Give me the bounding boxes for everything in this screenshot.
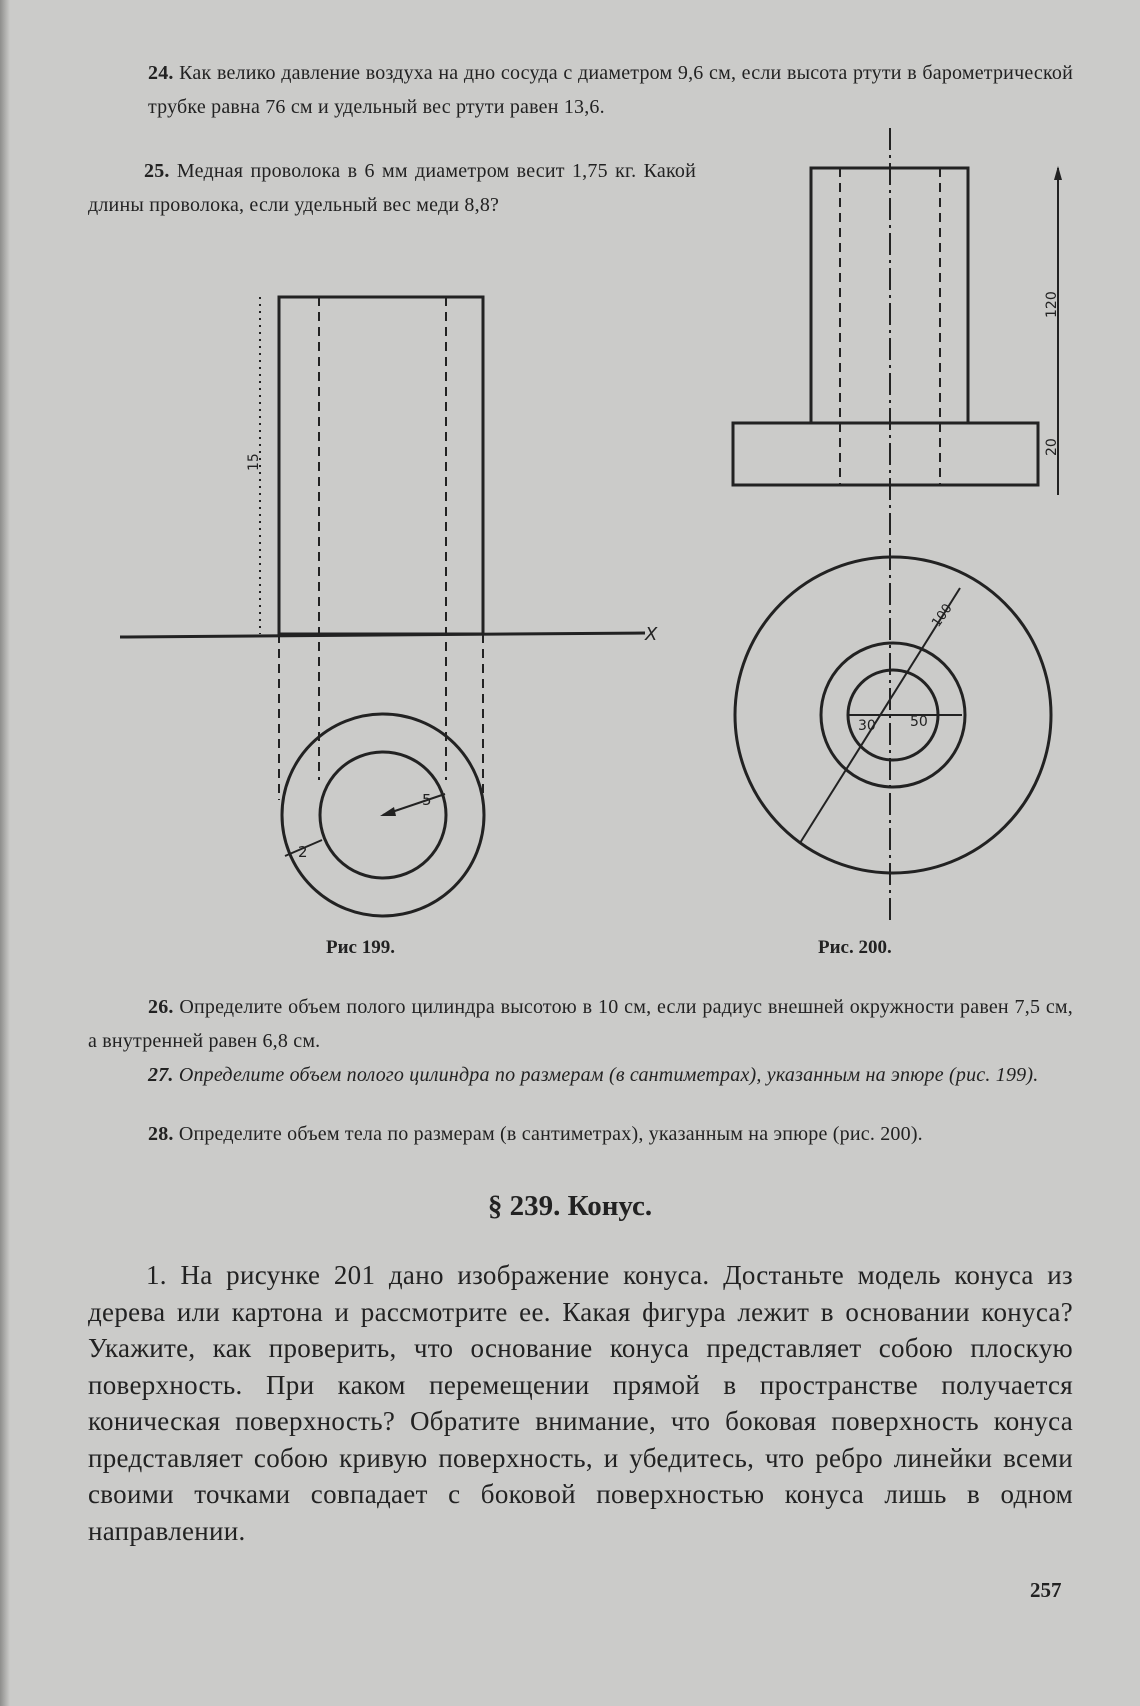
problem-25-text: Медная проволока в 6 мм диаметром весит 1,75 кг. Какой длины проволока, если удельный вес меди 8,8?	[88, 160, 696, 216]
problem-27-text: Определите объем полого цилиндра по размерам (в сантиметрах), указанным на эпюре (рис. 199).	[178, 1064, 1039, 1086]
fig199-dim-height: 15	[246, 453, 262, 471]
fig200-caption: Рис. 200.	[818, 937, 892, 958]
fig199-x-axis	[120, 633, 645, 637]
problem-28-text: Определите объем тела по размерам (в сантиметрах), указанным на эпюре (рис. 200).	[178, 1123, 923, 1145]
fig199-outer-rect	[279, 297, 483, 634]
fig199-dim-wall: 2	[298, 843, 308, 861]
fig200-dim-base-height: 20	[1044, 438, 1060, 456]
problem-26-number: 26.	[148, 996, 174, 1018]
problem-28-number: 28.	[148, 1123, 174, 1145]
figure-200	[733, 128, 1062, 920]
fig200-dim-top-height: 120	[1044, 291, 1060, 318]
problem-24-text: Как велико давление воздуха на дно сосуда с диаметром 9,6 см, если высота ртути в барометрической трубке равна 76 см и удельный вес ртути равен 13,6.	[148, 62, 1073, 118]
problem-27	[88, 1058, 1073, 1092]
problem-27-number: 27.	[148, 1064, 174, 1086]
fig199-axis-label: X	[645, 624, 658, 645]
fig200-dim-inner-left: 30	[858, 718, 876, 734]
section-paragraph: 1. На рисунке 201 дано изображение конуса. Достаньте модель конуса из дерева или картона и рассмотрите ее. Какая фигура лежит в основании конуса? Укажите, как проверить, что основание конуса представляет собою плоскую поверхность. При каком перемещении прямой в пространстве получается коническая поверхность? Обратите внимание, что боковая поверхность конуса представляет собою кривую поверхность, и убедитесь, что ребро линейки всеми своими точками совпадает с боковой поверхностью конуса лишь в одном направлении.	[88, 1260, 1073, 1546]
problem-25-number: 25.	[144, 160, 170, 182]
fig199-radius-arrowhead	[380, 807, 396, 816]
fig200-dim-inner-right: 50	[910, 714, 928, 730]
fig200-dim-outer-diameter: 100	[929, 601, 956, 631]
problem-26	[88, 990, 1073, 1058]
page-number: 257	[1030, 1578, 1062, 1602]
problem-26-text: Определите объем полого цилиндра высотою в 10 см, если радиус внешней окружности равен 7,5 см, а внутренней равен 6,8 см.	[88, 996, 1073, 1052]
fig200-dim-arrow-top	[1054, 166, 1062, 180]
problem-24-number: 24.	[148, 62, 174, 84]
section-title: § 239. Конус.	[487, 1190, 653, 1222]
fig199-caption: Рис 199.	[326, 937, 395, 958]
problem-28	[88, 1117, 1073, 1151]
fig199-dim-outer: 5	[422, 791, 432, 809]
figure-199	[120, 297, 645, 916]
fig200-base-rect	[733, 423, 1038, 485]
